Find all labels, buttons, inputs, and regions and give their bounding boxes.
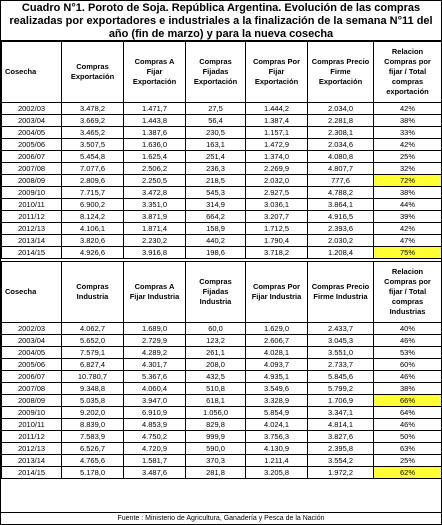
cosecha-cell: 2007/08	[2, 163, 62, 175]
value-cell: 2.250,5	[124, 175, 186, 187]
table-row	[2, 151, 442, 163]
cosecha-cell: 2014/15	[2, 467, 62, 479]
ratio-cell: 40%	[374, 323, 442, 335]
value-cell: 56,4	[186, 115, 246, 127]
table-row	[2, 175, 442, 187]
value-cell: 251,4	[186, 151, 246, 163]
table-row	[2, 127, 442, 139]
value-cell: 3.472,8	[124, 187, 186, 199]
value-cell: 4.289,2	[124, 347, 186, 359]
value-cell: 1.706,9	[308, 395, 374, 407]
table-row	[2, 347, 442, 359]
table-row	[2, 163, 442, 175]
value-cell: 281,8	[186, 467, 246, 479]
value-cell: 1.472,9	[246, 139, 308, 151]
cosecha-cell: 2004/05	[2, 347, 62, 359]
table-row	[2, 199, 442, 211]
ratio-cell: 38%	[374, 187, 442, 199]
value-cell: 1.444,2	[246, 103, 308, 115]
value-cell: 5.367,6	[124, 371, 186, 383]
ratio-cell: 25%	[374, 151, 442, 163]
value-cell: 1.689,0	[124, 323, 186, 335]
col-header-a-fijar: Compras A Fijar Exportación	[124, 42, 186, 103]
value-cell: 163,1	[186, 139, 246, 151]
value-cell: 27,5	[186, 103, 246, 115]
ratio-cell: 46%	[374, 419, 442, 431]
value-cell: 7.583,9	[62, 431, 124, 443]
value-cell: 4.093,7	[246, 359, 308, 371]
value-cell: 3.756,3	[246, 431, 308, 443]
value-cell: 5.454,8	[62, 151, 124, 163]
col-header-compras: Compras Industria	[62, 262, 124, 323]
value-cell: 777,6	[308, 175, 374, 187]
ratio-cell: 42%	[374, 103, 442, 115]
cosecha-cell: 2009/10	[2, 407, 62, 419]
value-cell: 3.328,9	[246, 395, 308, 407]
cosecha-cell: 2002/03	[2, 103, 62, 115]
value-cell: 3.478,2	[62, 103, 124, 115]
value-cell: 1.871,4	[124, 223, 186, 235]
value-cell: 3.487,6	[124, 467, 186, 479]
value-cell: 3.871,9	[124, 211, 186, 223]
table-row	[2, 371, 442, 383]
value-cell: 1.625,4	[124, 151, 186, 163]
value-cell: 4.765,6	[62, 455, 124, 467]
value-cell: 218,5	[186, 175, 246, 187]
value-cell: 7.715,7	[62, 187, 124, 199]
value-cell: 3.205,8	[246, 467, 308, 479]
value-cell: 3.036,1	[246, 199, 308, 211]
industry-table-body	[2, 323, 442, 479]
table-row	[2, 223, 442, 235]
value-cell: 261,1	[186, 347, 246, 359]
ratio-cell: 32%	[374, 163, 442, 175]
cosecha-cell: 2007/08	[2, 383, 62, 395]
value-cell: 2.733,7	[308, 359, 374, 371]
value-cell: 440,2	[186, 235, 246, 247]
value-cell: 2.034,0	[308, 103, 374, 115]
ratio-cell: 33%	[374, 127, 442, 139]
ratio-cell: 72%	[374, 175, 442, 187]
col-header-cosecha: Cosecha	[2, 262, 62, 323]
value-cell: 370,3	[186, 455, 246, 467]
value-cell: 3.045,3	[308, 335, 374, 347]
value-cell: 1.629,0	[246, 323, 308, 335]
cosecha-cell: 2012/13	[2, 223, 62, 235]
ratio-cell: 66%	[374, 395, 442, 407]
value-cell: 545,3	[186, 187, 246, 199]
table-row	[2, 115, 442, 127]
table-row	[2, 139, 442, 151]
value-cell: 1.471,7	[124, 103, 186, 115]
value-cell: 2.034,6	[308, 139, 374, 151]
cosecha-cell: 2010/11	[2, 199, 62, 211]
cosecha-cell: 2008/09	[2, 175, 62, 187]
value-cell: 123,2	[186, 335, 246, 347]
ratio-cell: 64%	[374, 407, 442, 419]
cosecha-cell: 2011/12	[2, 431, 62, 443]
ratio-cell: 46%	[374, 335, 442, 347]
ratio-cell: 44%	[374, 199, 442, 211]
value-cell: 10.780,7	[62, 371, 124, 383]
value-cell: 208,0	[186, 359, 246, 371]
value-cell: 590,0	[186, 443, 246, 455]
value-cell: 1.211,4	[246, 455, 308, 467]
table-row	[2, 455, 442, 467]
ratio-cell: 63%	[374, 443, 442, 455]
ratio-cell: 38%	[374, 383, 442, 395]
col-header-compras: Compras Exportación	[62, 42, 124, 103]
exports-table	[1, 41, 442, 259]
value-cell: 9.348,8	[62, 383, 124, 395]
value-cell: 236,3	[186, 163, 246, 175]
cosecha-cell: 2011/12	[2, 211, 62, 223]
cosecha-cell: 2010/11	[2, 419, 62, 431]
value-cell: 2.030,2	[308, 235, 374, 247]
cosecha-cell: 2008/09	[2, 395, 62, 407]
value-cell: 6.827,4	[62, 359, 124, 371]
cosecha-cell: 2004/05	[2, 127, 62, 139]
ratio-cell: 60%	[374, 359, 442, 371]
cosecha-cell: 2013/14	[2, 235, 62, 247]
value-cell: 230,5	[186, 127, 246, 139]
table-row	[2, 383, 442, 395]
value-cell: 6.526,7	[62, 443, 124, 455]
value-cell: 3.554,2	[308, 455, 374, 467]
value-cell: 4.935,1	[246, 371, 308, 383]
value-cell: 1.790,4	[246, 235, 308, 247]
table-row	[2, 103, 442, 115]
col-header-relacion: Relacion Compras por fijar / Total compras exportación	[374, 42, 442, 103]
table-row	[2, 359, 442, 371]
value-cell: 3.820,6	[62, 235, 124, 247]
cosecha-cell: 2002/03	[2, 323, 62, 335]
value-cell: 314,9	[186, 199, 246, 211]
ratio-cell: 50%	[374, 431, 442, 443]
cosecha-cell: 2005/06	[2, 139, 62, 151]
col-header-relacion: Relacion Compras por fijar / Total compras Industrias	[374, 262, 442, 323]
value-cell: 2.927,5	[246, 187, 308, 199]
table-row	[2, 335, 442, 347]
value-cell: 5.178,0	[62, 467, 124, 479]
value-cell: 6.910,9	[124, 407, 186, 419]
value-cell: 1.374,0	[246, 151, 308, 163]
value-cell: 2.032,0	[246, 175, 308, 187]
value-cell: 4.926,6	[62, 247, 124, 259]
value-cell: 2.393,6	[308, 223, 374, 235]
table-row	[2, 467, 442, 479]
ratio-cell: 53%	[374, 347, 442, 359]
value-cell: 4.814,1	[308, 419, 374, 431]
col-header-fijadas: Compras Fijadas Industria	[186, 262, 246, 323]
source-note: Fuente : Ministerio de Agricultura, Ganadería y Pesca de la Nación	[1, 512, 441, 524]
value-cell: 1.387,6	[124, 127, 186, 139]
ratio-cell: 47%	[374, 235, 442, 247]
table-row	[2, 187, 442, 199]
value-cell: 5.854,9	[246, 407, 308, 419]
value-cell: 6.900,2	[62, 199, 124, 211]
value-cell: 4.062,7	[62, 323, 124, 335]
value-cell: 3.718,2	[246, 247, 308, 259]
value-cell: 3.947,0	[124, 395, 186, 407]
value-cell: 1.443,8	[124, 115, 186, 127]
ratio-cell: 42%	[374, 223, 442, 235]
value-cell: 4.720,9	[124, 443, 186, 455]
table-row	[2, 395, 442, 407]
col-header-a-fijar: Compras A Fijar Industria	[124, 262, 186, 323]
value-cell: 3.465,2	[62, 127, 124, 139]
cosecha-cell: 2003/04	[2, 115, 62, 127]
value-cell: 1.157,1	[246, 127, 308, 139]
col-header-por-fijar: Compras Por Fijar Industria	[246, 262, 308, 323]
value-cell: 3.207,7	[246, 211, 308, 223]
cosecha-cell: 2006/07	[2, 151, 62, 163]
value-cell: 2.308,1	[308, 127, 374, 139]
cosecha-cell: 2005/06	[2, 359, 62, 371]
table-row	[2, 211, 442, 223]
value-cell: 4.807,7	[308, 163, 374, 175]
value-cell: 2.395,8	[308, 443, 374, 455]
value-cell: 4.130,9	[246, 443, 308, 455]
value-cell: 4.853,9	[124, 419, 186, 431]
ratio-cell: 38%	[374, 115, 442, 127]
value-cell: 1.972,2	[308, 467, 374, 479]
value-cell: 4.301,7	[124, 359, 186, 371]
value-cell: 4.080,8	[308, 151, 374, 163]
exports-table-body	[2, 103, 442, 259]
value-cell: 999,9	[186, 431, 246, 443]
value-cell: 1.581,7	[124, 455, 186, 467]
value-cell: 3.551,0	[308, 347, 374, 359]
value-cell: 3.827,6	[308, 431, 374, 443]
value-cell: 829,8	[186, 419, 246, 431]
table-row	[2, 247, 442, 259]
cosecha-cell: 2009/10	[2, 187, 62, 199]
value-cell: 9.202,0	[62, 407, 124, 419]
value-cell: 3.347,1	[308, 407, 374, 419]
table-row	[2, 419, 442, 431]
cosecha-cell: 2014/15	[2, 247, 62, 259]
col-header-precio-firme: Compras Precio Firme Industria	[308, 262, 374, 323]
value-cell: 2.809,6	[62, 175, 124, 187]
value-cell: 1.712,5	[246, 223, 308, 235]
value-cell: 2.281,8	[308, 115, 374, 127]
value-cell: 4.788,2	[308, 187, 374, 199]
value-cell: 2.606,7	[246, 335, 308, 347]
table-row	[2, 443, 442, 455]
value-cell: 3.916,8	[124, 247, 186, 259]
value-cell: 4.106,1	[62, 223, 124, 235]
col-header-fijadas: Compras Fijadas Exportación	[186, 42, 246, 103]
table-row	[2, 431, 442, 443]
value-cell: 510,8	[186, 383, 246, 395]
value-cell: 2.230,2	[124, 235, 186, 247]
value-cell: 3.507,5	[62, 139, 124, 151]
value-cell: 2.269,9	[246, 163, 308, 175]
value-cell: 3.549,6	[246, 383, 308, 395]
value-cell: 1.636,0	[124, 139, 186, 151]
value-cell: 618,1	[186, 395, 246, 407]
value-cell: 5.035,8	[62, 395, 124, 407]
industry-table	[1, 261, 442, 479]
value-cell: 432,5	[186, 371, 246, 383]
ratio-cell: 42%	[374, 139, 442, 151]
value-cell: 3.669,2	[62, 115, 124, 127]
table-row	[2, 407, 442, 419]
cosecha-cell: 2003/04	[2, 335, 62, 347]
table-title: Cuadro N°1. Poroto de Soja. República Argentina. Evolución de las compras realizadas por exportadores e industriales a la finalización de la semana N°11 del año (fin de marzo) y para la nueva cosecha	[1, 1, 441, 41]
value-cell: 7.579,1	[62, 347, 124, 359]
ratio-cell: 75%	[374, 247, 442, 259]
col-header-por-fijar: Compras Por Fijar Exportación	[246, 42, 308, 103]
value-cell: 4.024,1	[246, 419, 308, 431]
value-cell: 1.056,0	[186, 407, 246, 419]
ratio-cell: 25%	[374, 455, 442, 467]
value-cell: 3.864,1	[308, 199, 374, 211]
value-cell: 5.652,0	[62, 335, 124, 347]
value-cell: 4.916,5	[308, 211, 374, 223]
table-row	[2, 235, 442, 247]
value-cell: 2.729,9	[124, 335, 186, 347]
cosecha-cell: 2006/07	[2, 371, 62, 383]
value-cell: 5.845,6	[308, 371, 374, 383]
value-cell: 8.124,2	[62, 211, 124, 223]
value-cell: 7.077,6	[62, 163, 124, 175]
table-row	[2, 323, 442, 335]
col-header-precio-firme: Compras Precio Firme Exportación	[308, 42, 374, 103]
value-cell: 1.208,4	[308, 247, 374, 259]
ratio-cell: 46%	[374, 371, 442, 383]
value-cell: 2.506,2	[124, 163, 186, 175]
cosecha-cell: 2012/13	[2, 443, 62, 455]
value-cell: 60,0	[186, 323, 246, 335]
value-cell: 198,6	[186, 247, 246, 259]
ratio-cell: 62%	[374, 467, 442, 479]
value-cell: 4.750,2	[124, 431, 186, 443]
value-cell: 664,2	[186, 211, 246, 223]
value-cell: 158,9	[186, 223, 246, 235]
value-cell: 8.839,0	[62, 419, 124, 431]
value-cell: 3.351,0	[124, 199, 186, 211]
value-cell: 4.060,4	[124, 383, 186, 395]
col-header-cosecha: Cosecha	[2, 42, 62, 103]
cosecha-cell: 2013/14	[2, 455, 62, 467]
value-cell: 4.028,1	[246, 347, 308, 359]
ratio-cell: 39%	[374, 211, 442, 223]
value-cell: 2.433,7	[308, 323, 374, 335]
value-cell: 5.799,2	[308, 383, 374, 395]
value-cell: 1.387,4	[246, 115, 308, 127]
